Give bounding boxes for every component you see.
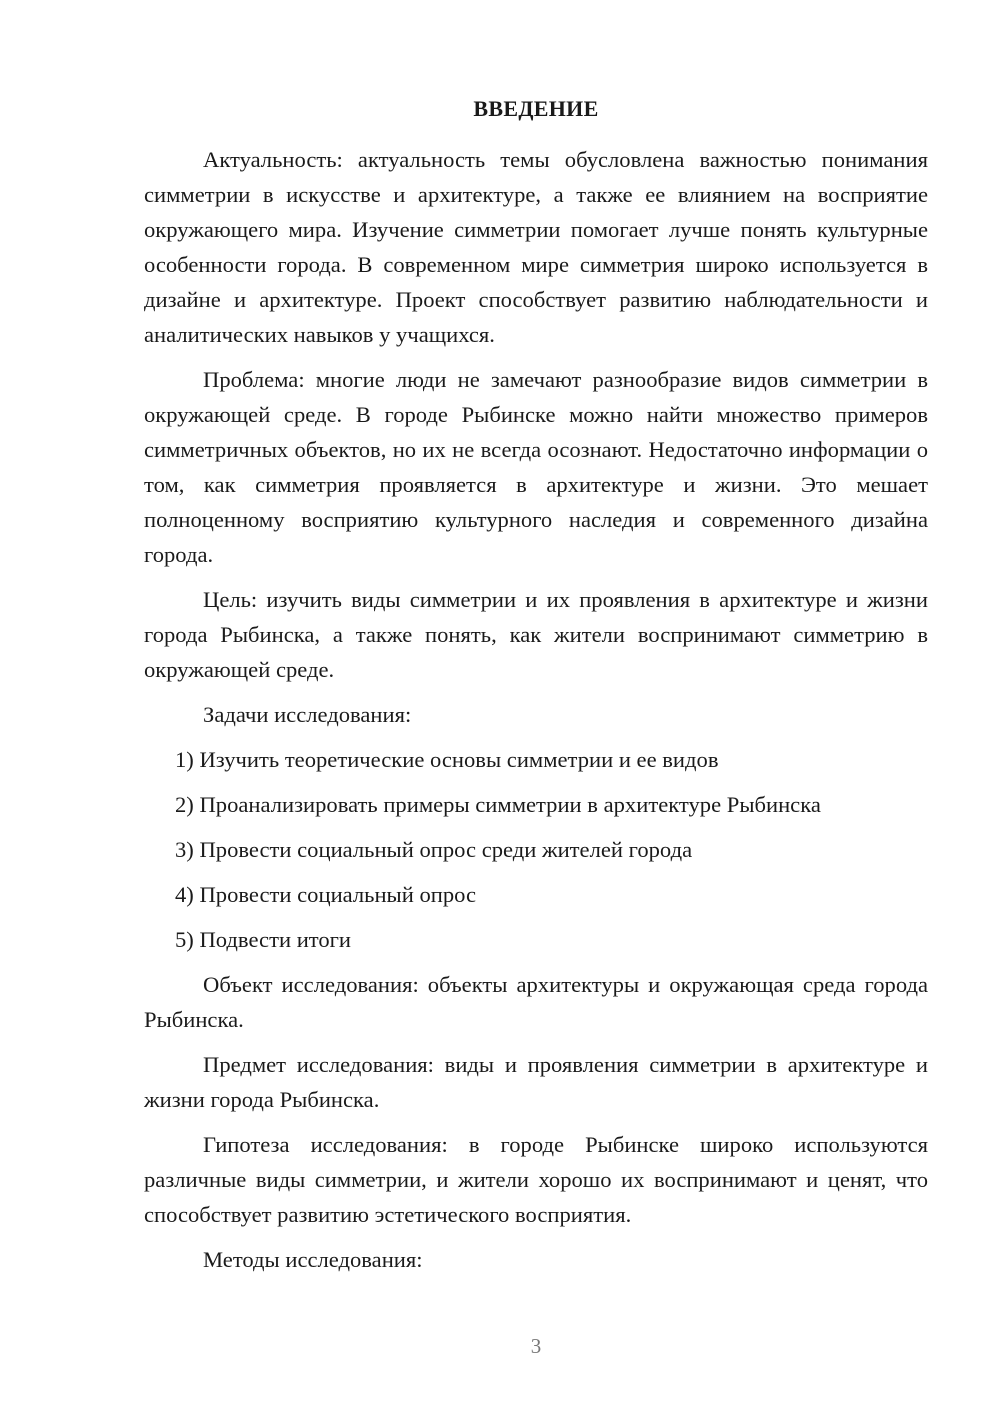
list-item: 5) Подвести итоги	[175, 927, 352, 952]
section-title: ВВЕДЕНИЕ	[473, 96, 599, 121]
relevance-paragraph: Актуальность: актуальность темы обусловлена важностью понимания симметрии в искусстве и архитектуре, а также ее влиянием на восприятие окружающего мира. Изучение симметрии помогает лучше понять культурные особенности города. В современном мире симметрия широко используется в дизайне и архитектуре. Проект способствует развитию наблюдательности и аналитических навыков у учащихся.	[144, 147, 928, 347]
goal-paragraph: Цель: изучить виды симметрии и их проявления в архитектуре и жизни города Рыбинска, а также понять, как жители воспринимают симметрию в окружающей среде.	[144, 587, 928, 682]
list-item: 3) Провести социальный опрос среди жителей города	[175, 837, 693, 862]
hypothesis-paragraph: Гипотеза исследования: в городе Рыбинске широко используются различные виды симметрии, и жители хорошо их воспринимают и ценят, что способствует развитию эстетического восприятия.	[144, 1132, 928, 1227]
list-item: 1) Изучить теоретические основы симметрии и ее видов	[175, 747, 719, 772]
subject-paragraph: Предмет исследования: виды и проявления симметрии в архитектуре и жизни города Рыбинска.	[144, 1052, 928, 1112]
methods-heading: Методы исследования:	[203, 1247, 423, 1272]
list-item: 2) Проанализировать примеры симметрии в архитектуре Рыбинска	[175, 792, 821, 817]
problem-paragraph: Проблема: многие люди не замечают разнообразие видов симметрии в окружающей среде. В городе Рыбинске можно найти множество примеров симметричных объектов, но их не всегда осознают. Недостаточно информации о том, как симметрия проявляется в архитектуре и жизни. Это мешает полноценному восприятию культурного наследия и современного дизайна города.	[144, 367, 928, 567]
document-body	[144, 142, 928, 1287]
tasks-heading: Задачи исследования:	[203, 702, 412, 727]
list-item: 4) Провести социальный опрос	[175, 882, 477, 907]
object-paragraph: Объект исследования: объекты архитектуры и окружающая среда города Рыбинска.	[144, 972, 928, 1032]
page-number: 3	[530, 1334, 542, 1358]
tasks-list	[144, 742, 928, 957]
